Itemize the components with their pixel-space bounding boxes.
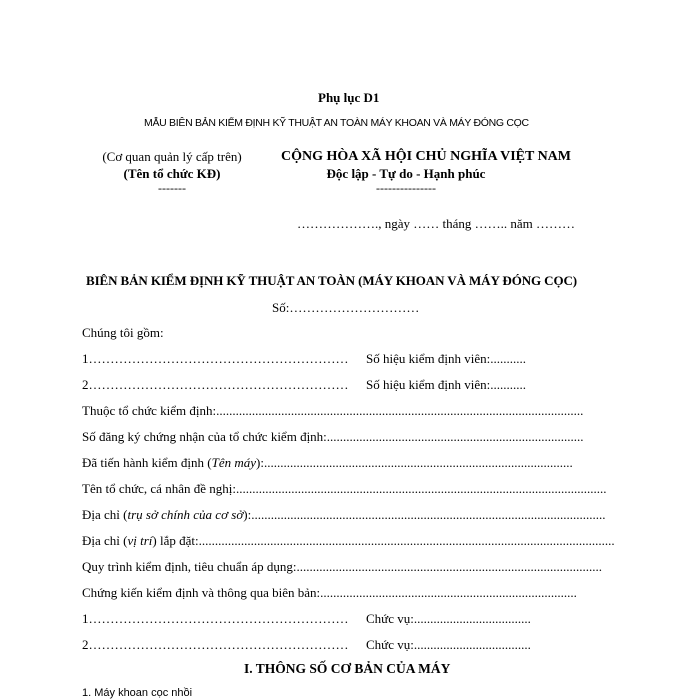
right-header-rule: ---------------	[376, 181, 436, 195]
field-dots: .................................................................................................................	[216, 403, 584, 418]
field-label-end: ):	[243, 507, 252, 522]
appendix-label: Phụ lục D1	[318, 90, 380, 105]
left-header-rule: -------	[158, 181, 186, 195]
witness-row	[82, 611, 538, 629]
witness-row	[82, 637, 538, 655]
inspector-row	[82, 377, 538, 395]
field-label-italic: vị trí	[127, 533, 153, 548]
inspector-id-field[interactable]: Số hiệu kiểm định viên:...........	[366, 377, 526, 392]
form-title: MẪU BIÊN BẢN KIỂM ĐỊNH KỸ THUẬT AN TOÀN MÁY KHOAN VÀ MÁY ĐÓNG CỌC	[144, 117, 529, 129]
field-dots: .............................................................................................................	[251, 507, 606, 522]
witness-position-field[interactable]: Chức vụ:....................................	[366, 637, 531, 652]
agency-label: (Cơ quan quản lý cấp trên)	[102, 149, 242, 164]
field-registration[interactable]	[82, 429, 584, 447]
field-label-italic: trụ sở chính của cơ sở	[127, 507, 244, 522]
field-organization[interactable]	[82, 403, 584, 421]
section-title: I. THÔNG SỐ CƠ BẢN CỦA MÁY	[244, 661, 451, 676]
field-label-end: ):	[256, 455, 264, 470]
sub-item-label: 1. Máy khoan cọc nhồi	[82, 687, 193, 699]
field-dots: ...............................................................................	[326, 429, 584, 444]
field-label: Tên tổ chức, cá nhân đề nghị:	[82, 481, 236, 496]
inspector-row	[82, 351, 538, 369]
inspector-id-field[interactable]: Số hiệu kiểm định viên:...........	[366, 351, 526, 366]
field-witnesses[interactable]	[82, 585, 577, 603]
field-label: Quy trình kiểm định, tiêu chuẩn áp dụng:	[82, 559, 297, 574]
date-line: ………………., ngày …… tháng …….. năm ………	[297, 216, 576, 231]
witness-position-field[interactable]: Chức vụ:....................................	[366, 611, 531, 626]
witness-name-blank[interactable]: 1……………………………………………………	[82, 611, 349, 626]
field-dots: ...............................................................................	[320, 585, 577, 600]
record-number: Số:…………………………	[272, 300, 420, 315]
field-installation-address[interactable]	[82, 533, 615, 551]
org-name-label: (Tên tổ chức KĐ)	[123, 166, 221, 181]
field-requester[interactable]	[82, 481, 607, 499]
witness-name-blank[interactable]: 2……………………………………………………	[82, 637, 349, 652]
field-label-end: ) lắp đặt:	[152, 533, 199, 548]
field-label: Thuộc tổ chức kiểm định:	[82, 403, 217, 418]
field-label-italic: Tên máy	[211, 455, 257, 470]
field-label: Địa chỉ (	[82, 533, 128, 548]
field-machine-name[interactable]	[82, 455, 573, 473]
inspector-name-blank[interactable]: 2……………………………………………………	[82, 377, 349, 392]
field-dots: ..............................................................................................	[296, 559, 602, 574]
field-dots: ..................................................................................................................	[235, 481, 607, 496]
motto: Độc lập - Tự do - Hạnh phúc	[326, 166, 486, 181]
field-label: Đã tiến hành kiểm định (	[82, 455, 212, 470]
document-title: BIÊN BẢN KIỂM ĐỊNH KỸ THUẬT AN TOÀN (MÁY KHOAN VÀ MÁY ĐÓNG CỌC)	[86, 273, 577, 288]
field-label: Số đăng ký chứng nhận của tổ chức kiểm định:	[82, 429, 327, 444]
field-headquarters-address[interactable]	[82, 507, 606, 525]
field-dots: ................................................................................................................................	[198, 533, 615, 548]
nation-title: CỘNG HÒA XÃ HỘI CHỦ NGHĨA VIỆT NAM	[280, 149, 571, 164]
intro-text: Chúng tôi gồm:	[82, 325, 164, 340]
field-label: Chứng kiến kiểm định và thông qua biên bản:	[82, 585, 321, 600]
inspector-name-blank[interactable]: 1……………………………………………………	[82, 351, 349, 366]
field-dots: ...............................................................................................	[263, 455, 573, 470]
field-procedure[interactable]	[82, 559, 602, 577]
field-label: Địa chỉ (	[82, 507, 128, 522]
